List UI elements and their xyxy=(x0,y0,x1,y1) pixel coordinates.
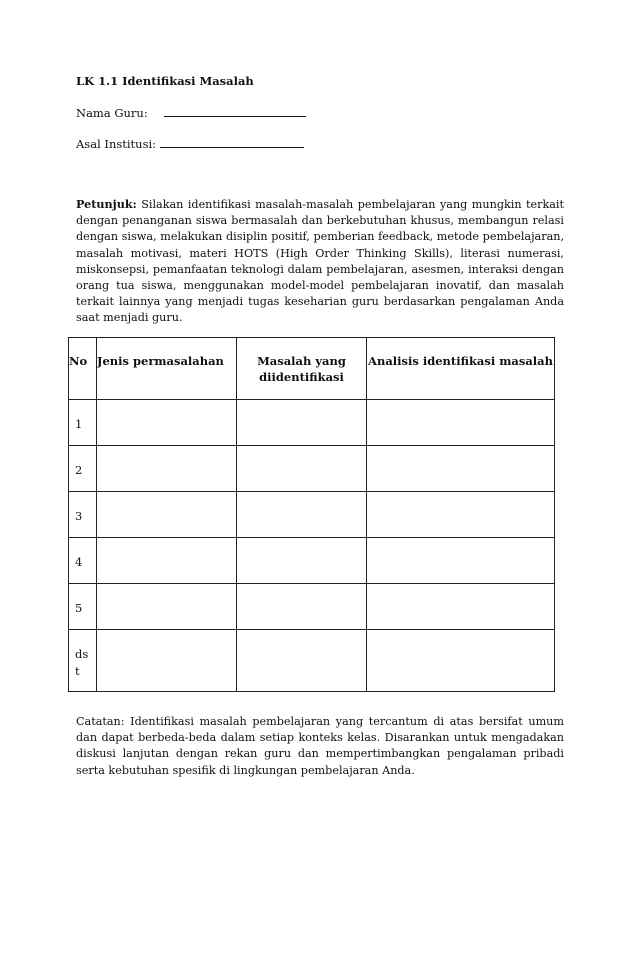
masalah-cell[interactable] xyxy=(237,446,367,492)
nama-guru-blank-line[interactable] xyxy=(164,116,306,117)
jenis-cell[interactable] xyxy=(97,446,237,492)
jenis-cell[interactable] xyxy=(97,492,237,538)
row-number-cell xyxy=(69,630,97,692)
analisis-cell[interactable] xyxy=(367,400,555,446)
header-analisis-identifikasi: Analisis identifikasi masalah xyxy=(367,338,555,400)
notes-paragraph: Catatan: Identifikasi masalah pembelajaran yang tercantum di atas bersifat umum dan dapat berbeda-beda dalam setiap konteks kelas. Disarankan untuk mengadakan diskusi lanjutan dengan rekan guru dan mempertimbangkan pengalaman pribadi serta kebutuhan spesifik di lingkungan pembelajaran Anda. xyxy=(76,715,564,777)
table-row xyxy=(69,584,555,630)
analisis-cell[interactable] xyxy=(367,630,555,692)
masalah-cell[interactable] xyxy=(237,538,367,584)
table-row xyxy=(69,492,555,538)
table-row xyxy=(69,446,555,492)
header-jenis-permasalahan: Jenis permasalahan xyxy=(97,338,237,400)
instructions-text: Silakan identifikasi masalah-masalah pembelajaran yang mungkin terkait dengan penanganan siswa bermasalah dan berkebutuhan khusus, membangun relasi dengan siswa, melakukan disiplin positif, pemberian feedback, metode pembelajaran, masalah motivasi, materi HOTS (High Order Thinking Skills), literasi numerasi, miskonsepsi, pemanfaatan teknologi dalam pembelajaran, asesmen, interaksi dengan orang tua siswa, menggunakan model-model pembelajaran inovatif, dan masalah terkait lainnya yang menjadi tugas keseharian guru berdasarkan pengalaman Anda saat menjadi guru. xyxy=(76,198,564,325)
row-number: 3 xyxy=(69,492,97,538)
masalah-cell[interactable] xyxy=(237,492,367,538)
nama-guru-label: Nama Guru: xyxy=(76,106,148,120)
masalah-cell[interactable] xyxy=(237,584,367,630)
masalah-cell[interactable] xyxy=(237,630,367,692)
jenis-cell[interactable] xyxy=(97,584,237,630)
instructions-lead: Petunjuk: xyxy=(76,197,137,211)
jenis-cell[interactable] xyxy=(97,400,237,446)
asal-institusi-blank-line[interactable] xyxy=(160,147,304,148)
table-row xyxy=(69,630,555,692)
asal-institusi-label: Asal Institusi: xyxy=(76,137,157,151)
table-header-row xyxy=(69,338,555,400)
header-masalah-diidentifikasi: Masalah yang diidentifikasi xyxy=(237,338,367,400)
row-number: 5 xyxy=(69,584,97,630)
table-row xyxy=(69,400,555,446)
jenis-cell[interactable] xyxy=(97,630,237,692)
nama-guru-field xyxy=(76,106,306,120)
row-number: 1 xyxy=(69,400,97,446)
analisis-cell[interactable] xyxy=(367,584,555,630)
table-row xyxy=(69,538,555,584)
analisis-cell[interactable] xyxy=(367,538,555,584)
masalah-cell[interactable] xyxy=(237,400,367,446)
row-number: 4 xyxy=(69,538,97,584)
asal-institusi-field xyxy=(76,137,304,151)
header-no: No xyxy=(69,338,97,400)
identification-table xyxy=(68,337,555,692)
analisis-cell[interactable] xyxy=(367,446,555,492)
document-title: LK 1.1 Identifikasi Masalah xyxy=(76,74,254,88)
row-number: dst xyxy=(75,647,89,678)
instructions-paragraph xyxy=(76,196,564,327)
row-number: 2 xyxy=(69,446,97,492)
jenis-cell[interactable] xyxy=(97,538,237,584)
analisis-cell[interactable] xyxy=(367,492,555,538)
